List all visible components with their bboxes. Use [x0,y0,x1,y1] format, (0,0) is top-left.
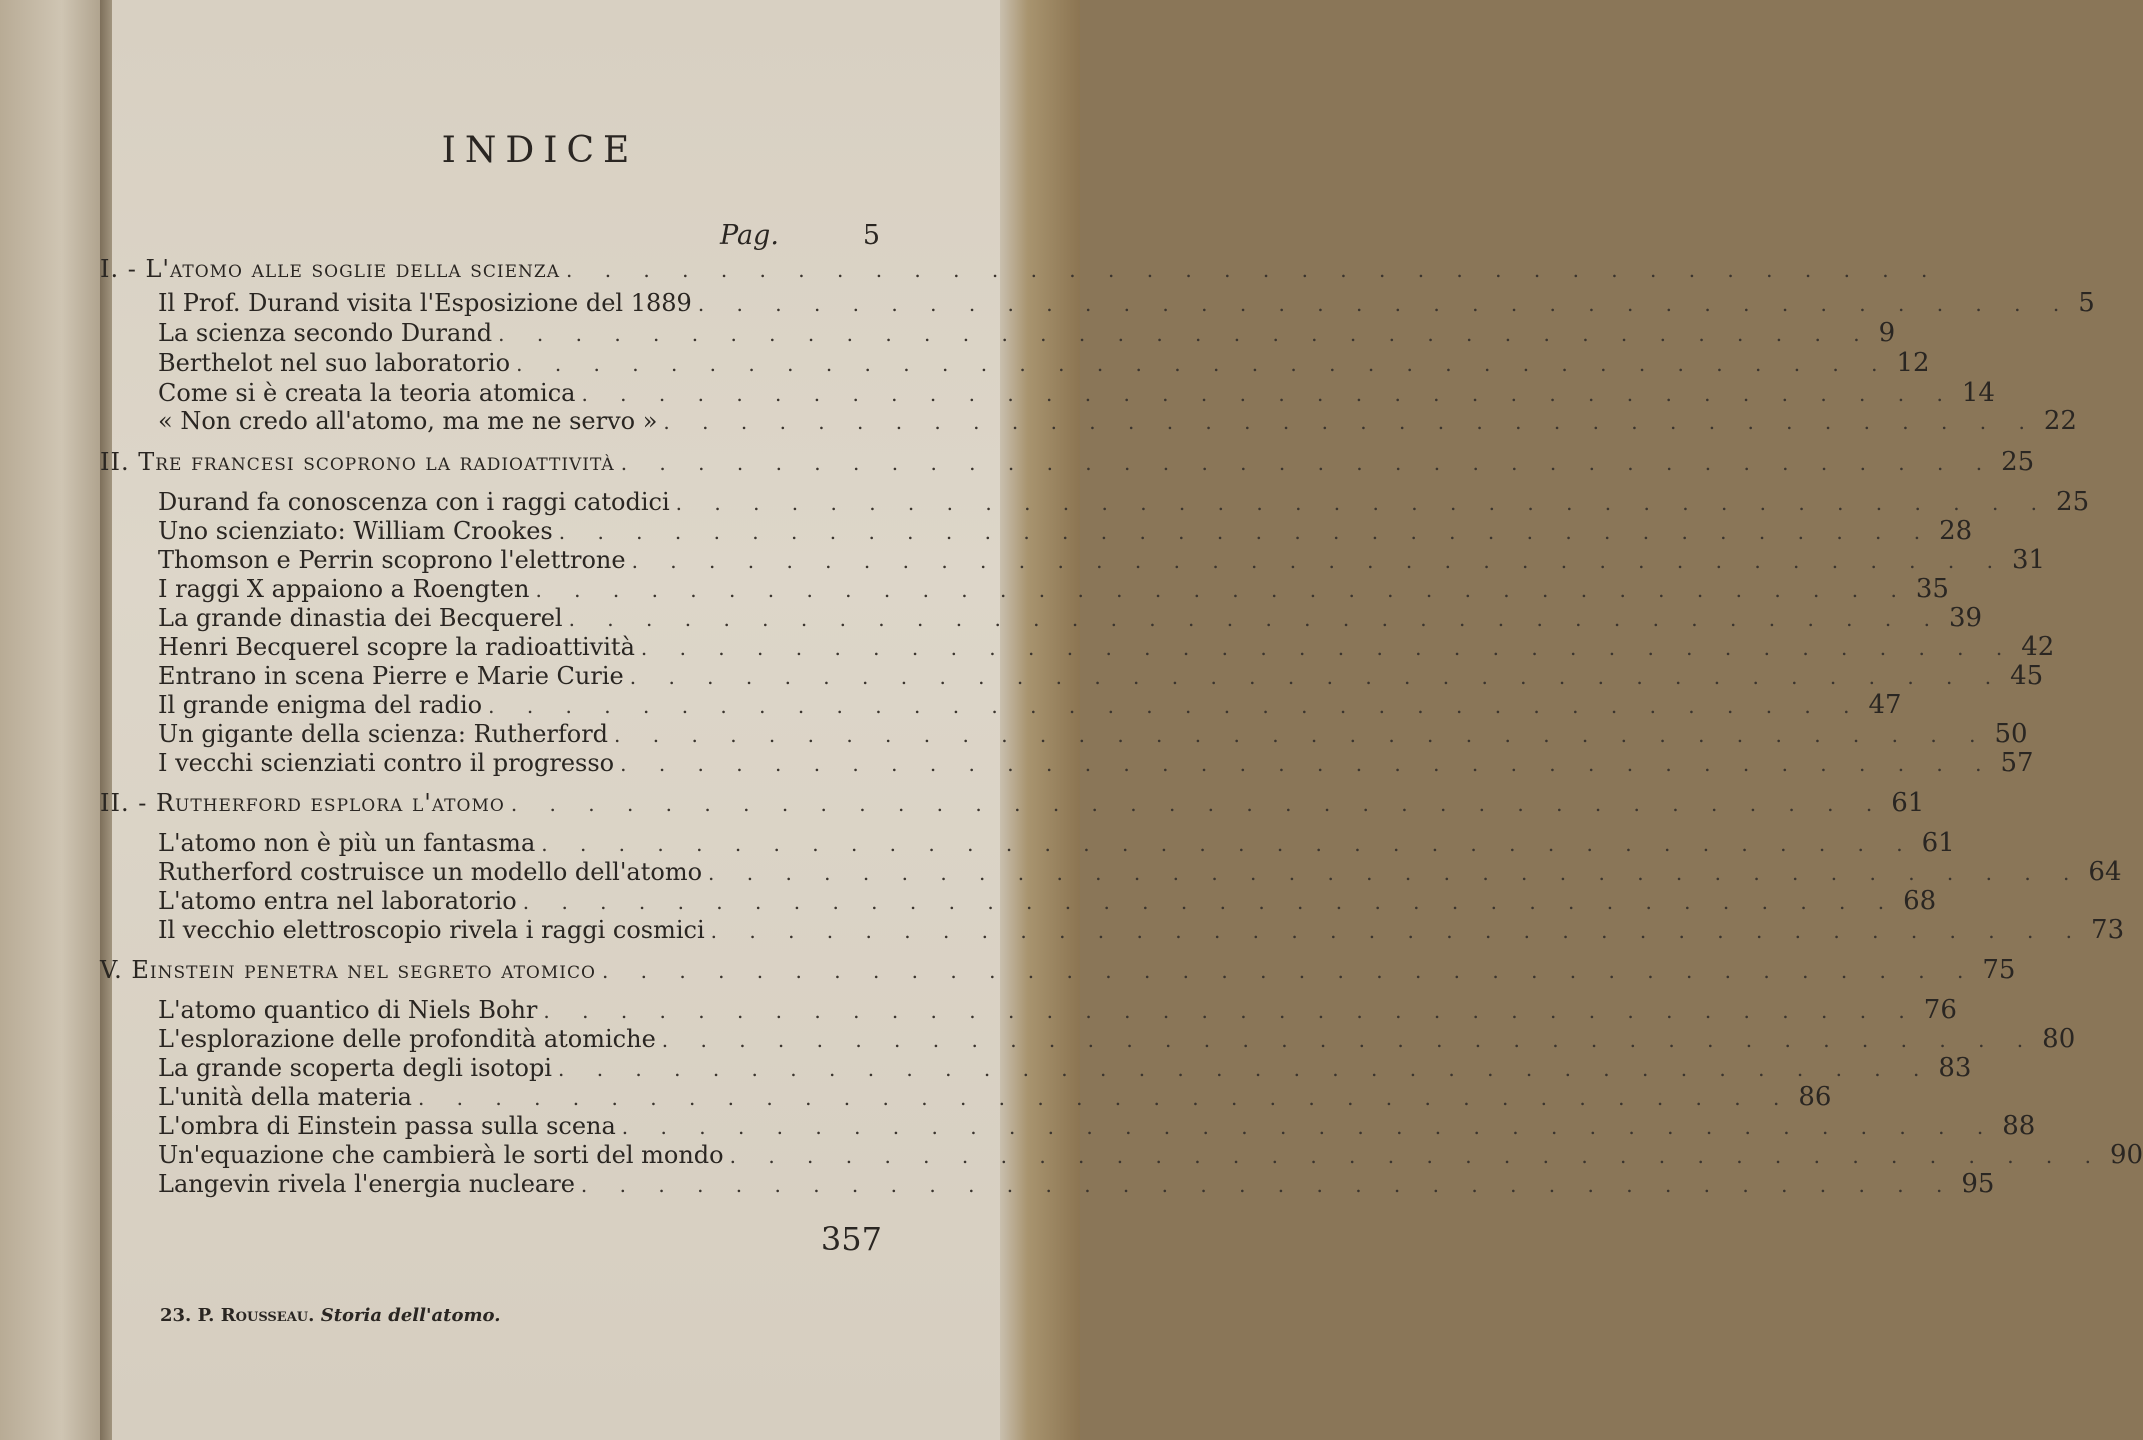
leader-dots: . . . . . . . . . . . . . . . . . . . . . . . . . . . . . . . . . . . . [510,792,1886,816]
leader-dots: . . . . . . . . . . . . . . . . . . . . . . . . . . . . . . . . . . . . [710,919,2086,943]
entry-title: « Non credo all'atomo, ma me ne servo » [158,407,658,435]
leader-dots: . . . . . . . . . . . . . . . . . . . . . . . . . . . . . . . . . . . . [581,382,1956,406]
page-ref: 61 [1891,788,1925,818]
leader-dots: . . . . . . . . . . . . . . . . . . . . . . . . . . . . . . . . . . . . [557,1057,1933,1081]
chapter-title: II. Tre francesi scoprono la radioattività [100,448,615,476]
leader-dots: . . . . . . . . . . . . . . . . . . . . . . . . . . . . . . . . . . . . [541,832,1916,856]
entry-title: Il Prof. Durand visita l'Esposizione del 1889 [158,289,692,317]
entry-title: Un gigante della scienza: Rutherford [158,720,609,748]
leader-dots: . . . . . . . . . . . . . . . . . . . . . . . . . . . . . . . . . . . . [663,410,2038,434]
entry-title: Thomson e Perrin scoprono l'elettrone [158,546,626,574]
entry-title: I vecchi scienziati contro il progresso [158,749,615,777]
entry-title: Rutherford costruisce un modello dell'atomo [158,858,703,886]
entry-title: Un'equazione che cambierà le sorti del mondo [158,1141,724,1169]
leader-dots: . . . . . . . . . . . . . . . . . . . . . . . . . . . . . . . . . . . . [629,665,2005,689]
page-ref: 42 [2021,632,2055,662]
page-ref: 88 [2002,1111,2036,1141]
page-ref: 47 [1868,690,1902,720]
page-ref: 83 [1938,1053,1972,1083]
page-ref: 35 [1915,574,1949,604]
entry-title: Entrano in scena Pierre e Marie Curie [158,662,624,690]
chapter-title: II. - Rutherford esplora l'atomo [100,789,505,817]
book-spine [0,0,112,1440]
page-ref: 45 [2010,661,2044,691]
page-ref: 50 [1994,719,2028,749]
entry-title: L'atomo entra nel laboratorio [158,887,517,915]
entry-title: Berthelot nel suo laboratorio [158,349,511,377]
leader-dots: . . . . . . . . . . . . . . . . . . . . . . . . . . . . . . . . . . . . [558,520,1934,544]
toc-entry-row [100,1169,1995,1209]
page-ref: 57 [2000,748,2034,778]
leader-dots: . . . . . . . . . . . . . . . . . . . . . . . . . . . . . . . . . . . . [568,607,1943,631]
leader-dots: . . . . . . . . . . . . . . . . . . . . . . . . . . . . . . . . . . . . [601,959,1977,983]
chapter-title: I. - L'atomo alle soglie della scienza [100,255,560,283]
page-ref: 25 [2001,447,2035,477]
page-number: 357 [820,1220,882,1258]
page-ref: 73 [2091,915,2125,945]
leader-dots: . . . . . . . . . . . . . . . . . . . . . . . . . . . . . . . . . . . . [620,451,1996,475]
page-edge [1000,0,1080,1440]
page-ref: 14 [1961,378,1995,408]
footer-book-title: Storia dell'atomo. [320,1305,501,1326]
leader-dots: . . . . . . . . . . . . . . . . . . . . . . . . . . . . . . . . . . . . [565,258,1941,282]
leader-dots: . . . . . . . . . . . . . . . . . . . . . . . . . . . . . . . . . . . . [697,292,2073,316]
page-ref: 12 [1896,348,1930,378]
toc-chapter-row [100,447,2035,487]
entry-title: L'ombra di Einstein passa sulla scena [158,1112,616,1140]
leader-dots: . . . . . . . . . . . . . . . . . . . . . . . . . . . . . . . . . . . . [621,1115,1997,1139]
entry-title: Langevin rivela l'energia nucleare [158,1170,575,1198]
entry-title: Henri Becquerel scopre la radioattività [158,633,635,661]
entry-title: Uno scienziato: William Crookes [158,517,553,545]
page-ref: 80 [2042,1024,2076,1054]
toc-chapter-row [100,788,1925,828]
leader-dots: . . . . . . . . . . . . . . . . . . . . . . . . . . . . . . . . . . . . [516,352,1891,376]
entry-title: L'esplorazione delle profondità atomiche [158,1025,656,1053]
leader-dots: . . . . . . . . . . . . . . . . . . . . . . . . . . . . . . . . . . . . [631,549,2006,573]
page-ref: 9 [1878,318,1896,348]
entry-title: Il vecchio elettroscopio rivela i raggi cosmici [158,916,705,944]
page-ref: 76 [1923,995,1957,1025]
leader-dots: . . . . . . . . . . . . . . . . . . . . . . . . . . . . . . . . . . . . [488,694,1863,718]
page-ref: 25 [2056,487,2090,517]
page-ref: 5 [2078,288,2095,318]
leader-dots: . . . . . . . . . . . . . . . . . . . . . . . . . . . . . . . . . . . . [661,1028,2037,1052]
leader-dots: . . . . . . . . . . . . . . . . . . . . . . . . . . . . . . . . . . . . [417,1086,1793,1110]
page-ref: 95 [1961,1169,1995,1199]
page-ref: 61 [1921,828,1955,858]
page-ref: 31 [2011,545,2046,575]
leader-dots: . . . . . . . . . . . . . . . . . . . . . . . . . . . . . . . . . . . . [729,1144,2104,1168]
page-ref: 86 [1798,1082,1832,1112]
toc-entry-row [100,406,2077,446]
chapter-title: V. Einstein penetra nel segreto atomico [100,956,596,984]
toc-entry-row [100,748,2034,788]
pag-number: 5 [862,220,880,251]
leader-dots: . . . . . . . . . . . . . . . . . . . . . . . . . . . . . . . . . . . . [535,578,1910,602]
entry-title: Come si è creata la teoria atomica [158,379,576,407]
leader-dots: . . . . . . . . . . . . . . . . . . . . . . . . . . . . . . . . . . . . [620,752,1995,776]
index-title: INDICE [441,130,639,171]
entry-title: L'atomo quantico di Niels Bohr [158,996,538,1024]
leader-dots: . . . . . . . . . . . . . . . . . . . . . . . . . . . . . . . . . . . . [522,890,1898,914]
entry-title: La grande scoperta degli isotopi [158,1054,552,1082]
entry-title: La grande dinastia dei Becquerel [158,604,563,632]
page-ref: 39 [1948,603,1983,633]
leader-dots: . . . . . . . . . . . . . . . . . . . . . . . . . . . . . . . . . . . . [580,1173,1956,1197]
footer-sheet-number: 23. [160,1305,192,1326]
toc-chapter-row [100,955,2016,995]
page-ref: 22 [2043,406,2077,436]
page-ref: 28 [1939,516,1973,546]
footer-signature [160,1305,500,1326]
toc-entry-row [100,915,2125,955]
leader-dots: . . . . . . . . . . . . . . . . . . . . . . . . . . . . . . . . . . . . [614,723,1989,747]
page-ref: 64 [2088,857,2122,887]
leader-dots: . . . . . . . . . . . . . . . . . . . . . . . . . . . . . . . . . . . . [543,999,1918,1023]
entry-title: Durand fa conoscenza con i raggi catodici [158,488,670,516]
page-ref: 75 [1982,955,2016,985]
page-ref: 90 [2110,1140,2143,1170]
entry-title: I raggi X appaiono a Roengten [158,575,530,603]
entry-title: L'atomo non è più un fantasma [158,829,536,857]
leader-dots: . . . . . . . . . . . . . . . . . . . . . . . . . . . . . . . . . . . . [675,491,2051,515]
leader-dots: . . . . . . . . . . . . . . . . . . . . . . . . . . . . . . . . . . . . [498,322,1873,346]
entry-title: Il grande enigma del radio [158,691,483,719]
footer-author: P. Rousseau. [197,1305,315,1326]
pag-label: Pag. [720,220,779,251]
leader-dots: . . . . . . . . . . . . . . . . . . . . . . . . . . . . . . . . . . . . [640,636,2016,660]
leader-dots: . . . . . . . . . . . . . . . . . . . . . . . . . . . . . . . . . . . . [708,861,2083,885]
page-ref: 68 [1903,886,1937,916]
entry-title: L'unità della materia [158,1083,412,1111]
entry-title: La scienza secondo Durand [158,319,493,347]
